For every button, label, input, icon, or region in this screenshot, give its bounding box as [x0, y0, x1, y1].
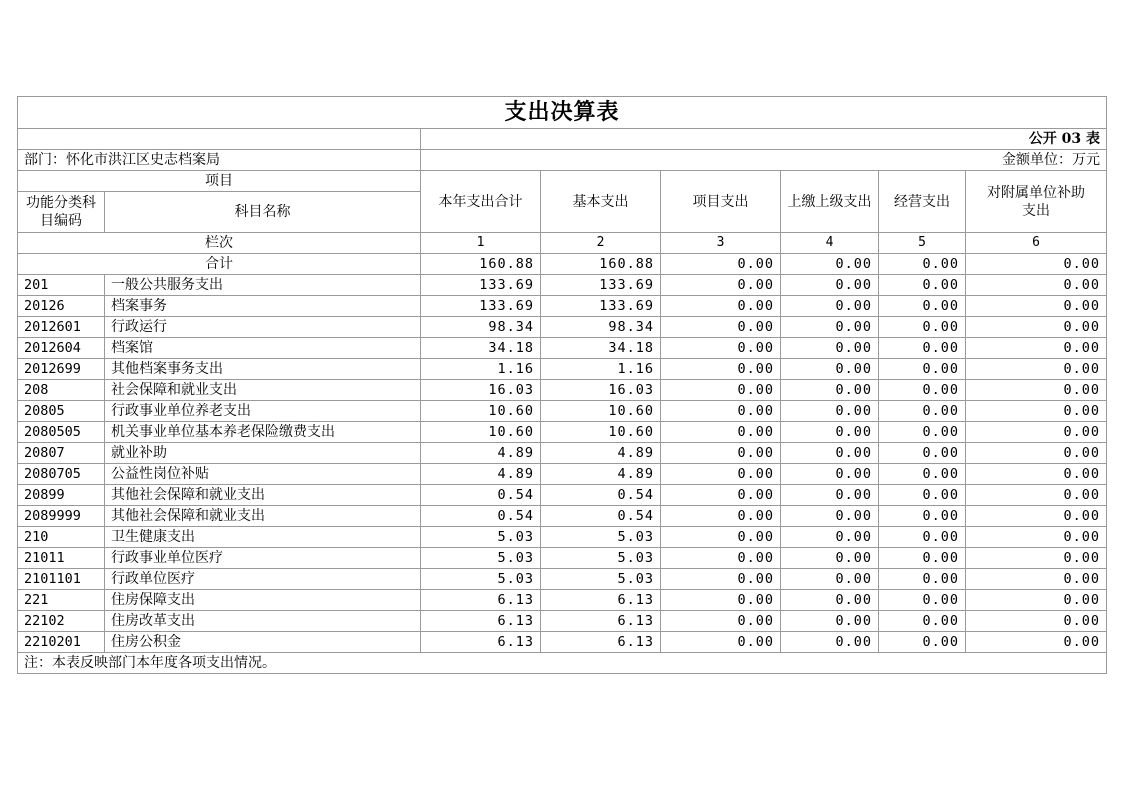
amount-cell: 6.13 — [421, 632, 541, 653]
amount-cell: 34.18 — [541, 338, 661, 359]
amount-cell: 0.00 — [966, 338, 1107, 359]
amount-cell: 6.13 — [421, 611, 541, 632]
header-total: 本年支出合计 — [421, 171, 541, 233]
amount-cell: 16.03 — [541, 380, 661, 401]
amount-cell: 6.13 — [541, 632, 661, 653]
amount-cell: 0.00 — [879, 317, 966, 338]
amount-cell: 0.00 — [781, 485, 879, 506]
table-row — [18, 338, 1107, 359]
sequence-number: 3 — [661, 233, 781, 254]
amount-cell: 0.00 — [661, 569, 781, 590]
amount-cell: 0.54 — [421, 485, 541, 506]
amount-cell: 0.00 — [879, 485, 966, 506]
sequence-number: 5 — [879, 233, 966, 254]
amount-cell: 0.00 — [966, 611, 1107, 632]
table-number: 公开 03 表 — [421, 129, 1107, 150]
amount-cell: 0.00 — [661, 464, 781, 485]
subject-name: 行政事业单位养老支出 — [105, 401, 421, 422]
sequence-row — [18, 233, 1107, 254]
amount-cell: 0.00 — [781, 296, 879, 317]
header-business: 经营支出 — [879, 171, 966, 233]
amount-cell: 0.00 — [879, 359, 966, 380]
table-row — [18, 569, 1107, 590]
amount-cell: 0.00 — [879, 506, 966, 527]
header-func-code: 功能分类科目编码 — [18, 192, 105, 233]
table-row — [18, 401, 1107, 422]
function-code: 20807 — [18, 443, 105, 464]
amount-cell: 0.00 — [661, 401, 781, 422]
amount-cell: 0.00 — [661, 527, 781, 548]
total-row — [18, 254, 1107, 275]
amount-cell: 0.00 — [966, 527, 1107, 548]
amount-cell: 0.00 — [661, 632, 781, 653]
amount-cell: 0.00 — [781, 632, 879, 653]
function-code: 21011 — [18, 548, 105, 569]
amount-cell: 0.00 — [966, 464, 1107, 485]
amount-cell: 0.00 — [781, 506, 879, 527]
subject-name: 其他社会保障和就业支出 — [105, 506, 421, 527]
table-row — [18, 548, 1107, 569]
amount-cell: 0.00 — [879, 443, 966, 464]
subject-name: 档案馆 — [105, 338, 421, 359]
table-row — [18, 359, 1107, 380]
total-value: 160.88 — [541, 254, 661, 275]
amount-cell: 0.00 — [781, 548, 879, 569]
amount-cell: 0.00 — [781, 443, 879, 464]
amount-cell: 0.00 — [879, 275, 966, 296]
amount-cell: 0.00 — [879, 611, 966, 632]
subject-name: 行政事业单位医疗 — [105, 548, 421, 569]
function-code: 221 — [18, 590, 105, 611]
amount-cell: 0.00 — [781, 464, 879, 485]
amount-cell: 0.54 — [421, 506, 541, 527]
amount-cell: 0.00 — [661, 380, 781, 401]
amount-cell: 10.60 — [421, 422, 541, 443]
table-number-row — [18, 129, 1107, 150]
amount-cell: 133.69 — [541, 296, 661, 317]
amount-cell: 0.00 — [966, 443, 1107, 464]
amount-cell: 5.03 — [421, 569, 541, 590]
function-code: 2080705 — [18, 464, 105, 485]
subject-name: 就业补助 — [105, 443, 421, 464]
total-value: 0.00 — [781, 254, 879, 275]
amount-cell: 0.00 — [781, 569, 879, 590]
title-row — [18, 97, 1107, 129]
department-row — [18, 150, 1107, 171]
amount-cell: 6.13 — [421, 590, 541, 611]
subject-name: 社会保障和就业支出 — [105, 380, 421, 401]
amount-cell: 4.89 — [541, 443, 661, 464]
page-title: 支出决算表 — [18, 97, 1107, 129]
amount-cell: 0.00 — [879, 569, 966, 590]
total-value: 0.00 — [879, 254, 966, 275]
amount-cell: 34.18 — [421, 338, 541, 359]
amount-cell: 6.13 — [541, 590, 661, 611]
amount-cell: 0.00 — [781, 422, 879, 443]
amount-cell: 0.00 — [966, 401, 1107, 422]
amount-cell: 0.00 — [879, 464, 966, 485]
amount-cell: 0.00 — [781, 401, 879, 422]
header-basic: 基本支出 — [541, 171, 661, 233]
table-row — [18, 422, 1107, 443]
amount-cell: 5.03 — [421, 527, 541, 548]
amount-cell: 5.03 — [541, 527, 661, 548]
amount-cell: 0.00 — [661, 590, 781, 611]
amount-cell: 0.00 — [966, 485, 1107, 506]
table-row — [18, 317, 1107, 338]
header-row-1 — [18, 171, 1107, 192]
table-row — [18, 443, 1107, 464]
note-row — [18, 653, 1107, 674]
footnote: 注：本表反映部门本年度各项支出情况。 — [18, 653, 1107, 674]
amount-cell: 0.00 — [966, 632, 1107, 653]
table-row — [18, 506, 1107, 527]
sequence-number: 6 — [966, 233, 1107, 254]
amount-cell: 0.00 — [879, 401, 966, 422]
amount-cell: 4.89 — [541, 464, 661, 485]
amount-cell: 0.00 — [781, 275, 879, 296]
subject-name: 住房公积金 — [105, 632, 421, 653]
amount-cell: 0.00 — [879, 548, 966, 569]
amount-cell: 0.54 — [541, 506, 661, 527]
total-value: 0.00 — [661, 254, 781, 275]
subject-name: 一般公共服务支出 — [105, 275, 421, 296]
amount-cell: 5.03 — [541, 548, 661, 569]
table-row — [18, 527, 1107, 548]
amount-cell: 10.60 — [421, 401, 541, 422]
amount-cell: 0.00 — [966, 275, 1107, 296]
amount-cell: 5.03 — [421, 548, 541, 569]
amount-cell: 0.00 — [879, 380, 966, 401]
amount-cell: 0.00 — [966, 359, 1107, 380]
header-subsidy: 对附属单位补助支出 — [966, 171, 1107, 233]
amount-cell: 4.89 — [421, 443, 541, 464]
function-code: 208 — [18, 380, 105, 401]
amount-cell: 133.69 — [541, 275, 661, 296]
subject-name: 行政单位医疗 — [105, 569, 421, 590]
amount-cell: 5.03 — [541, 569, 661, 590]
amount-cell: 0.00 — [879, 527, 966, 548]
sequence-number: 1 — [421, 233, 541, 254]
amount-cell: 133.69 — [421, 275, 541, 296]
amount-cell: 1.16 — [421, 359, 541, 380]
amount-cell: 0.00 — [661, 422, 781, 443]
function-code: 20805 — [18, 401, 105, 422]
amount-cell: 0.00 — [966, 590, 1107, 611]
amount-cell: 0.00 — [661, 611, 781, 632]
amount-cell: 0.00 — [661, 338, 781, 359]
subject-name: 公益性岗位补贴 — [105, 464, 421, 485]
subject-name: 其他档案事务支出 — [105, 359, 421, 380]
amount-cell: 0.00 — [661, 296, 781, 317]
amount-cell: 0.00 — [781, 611, 879, 632]
amount-cell: 0.00 — [879, 296, 966, 317]
amount-unit: 金额单位：万元 — [421, 150, 1107, 171]
table-row — [18, 485, 1107, 506]
table-row — [18, 380, 1107, 401]
subject-name: 档案事务 — [105, 296, 421, 317]
function-code: 22102 — [18, 611, 105, 632]
sequence-label: 栏次 — [18, 233, 421, 254]
amount-cell: 0.00 — [781, 590, 879, 611]
amount-cell: 98.34 — [541, 317, 661, 338]
total-label: 合计 — [18, 254, 421, 275]
amount-cell: 1.16 — [541, 359, 661, 380]
amount-cell: 0.00 — [781, 338, 879, 359]
amount-cell: 0.00 — [879, 422, 966, 443]
sequence-number: 2 — [541, 233, 661, 254]
amount-cell: 0.00 — [781, 317, 879, 338]
subject-name: 住房保障支出 — [105, 590, 421, 611]
subject-name: 住房改革支出 — [105, 611, 421, 632]
function-code: 2210201 — [18, 632, 105, 653]
amount-cell: 4.89 — [421, 464, 541, 485]
amount-cell: 0.00 — [661, 548, 781, 569]
department-name: 部门：怀化市洪江区史志档案局 — [18, 150, 421, 171]
function-code: 2012699 — [18, 359, 105, 380]
amount-cell: 98.34 — [421, 317, 541, 338]
amount-cell: 0.00 — [966, 422, 1107, 443]
amount-cell: 0.00 — [661, 506, 781, 527]
table-row — [18, 464, 1107, 485]
amount-cell: 0.00 — [661, 443, 781, 464]
expenditure-table — [17, 96, 1107, 674]
amount-cell: 0.00 — [781, 359, 879, 380]
table-row — [18, 611, 1107, 632]
subject-name: 行政运行 — [105, 317, 421, 338]
amount-cell: 0.00 — [879, 338, 966, 359]
function-code: 2012604 — [18, 338, 105, 359]
function-code: 20899 — [18, 485, 105, 506]
total-value: 160.88 — [421, 254, 541, 275]
amount-cell: 0.00 — [661, 275, 781, 296]
function-code: 2101101 — [18, 569, 105, 590]
amount-cell: 0.00 — [661, 485, 781, 506]
blank-cell — [18, 129, 421, 150]
amount-cell: 10.60 — [541, 401, 661, 422]
amount-cell: 16.03 — [421, 380, 541, 401]
sequence-number: 4 — [781, 233, 879, 254]
subject-name: 卫生健康支出 — [105, 527, 421, 548]
amount-cell: 0.00 — [781, 380, 879, 401]
header-item: 项目 — [18, 171, 421, 192]
amount-cell: 0.00 — [879, 632, 966, 653]
amount-cell: 0.00 — [966, 296, 1107, 317]
amount-cell: 0.54 — [541, 485, 661, 506]
function-code: 2089999 — [18, 506, 105, 527]
function-code: 2080505 — [18, 422, 105, 443]
amount-cell: 0.00 — [661, 359, 781, 380]
function-code: 201 — [18, 275, 105, 296]
amount-cell: 0.00 — [966, 548, 1107, 569]
table-row — [18, 632, 1107, 653]
amount-cell: 10.60 — [541, 422, 661, 443]
header-subject-name: 科目名称 — [105, 192, 421, 233]
amount-cell: 0.00 — [879, 590, 966, 611]
subject-name: 其他社会保障和就业支出 — [105, 485, 421, 506]
amount-cell: 133.69 — [421, 296, 541, 317]
header-upper: 上缴上级支出 — [781, 171, 879, 233]
amount-cell: 6.13 — [541, 611, 661, 632]
table-row — [18, 296, 1107, 317]
amount-cell: 0.00 — [661, 317, 781, 338]
subject-name: 机关事业单位基本养老保险缴费支出 — [105, 422, 421, 443]
amount-cell: 0.00 — [966, 317, 1107, 338]
function-code: 210 — [18, 527, 105, 548]
function-code: 20126 — [18, 296, 105, 317]
amount-cell: 0.00 — [966, 380, 1107, 401]
header-project: 项目支出 — [661, 171, 781, 233]
amount-cell: 0.00 — [966, 506, 1107, 527]
table-row — [18, 590, 1107, 611]
total-value: 0.00 — [966, 254, 1107, 275]
amount-cell: 0.00 — [781, 527, 879, 548]
table-row — [18, 275, 1107, 296]
function-code: 2012601 — [18, 317, 105, 338]
amount-cell: 0.00 — [966, 569, 1107, 590]
